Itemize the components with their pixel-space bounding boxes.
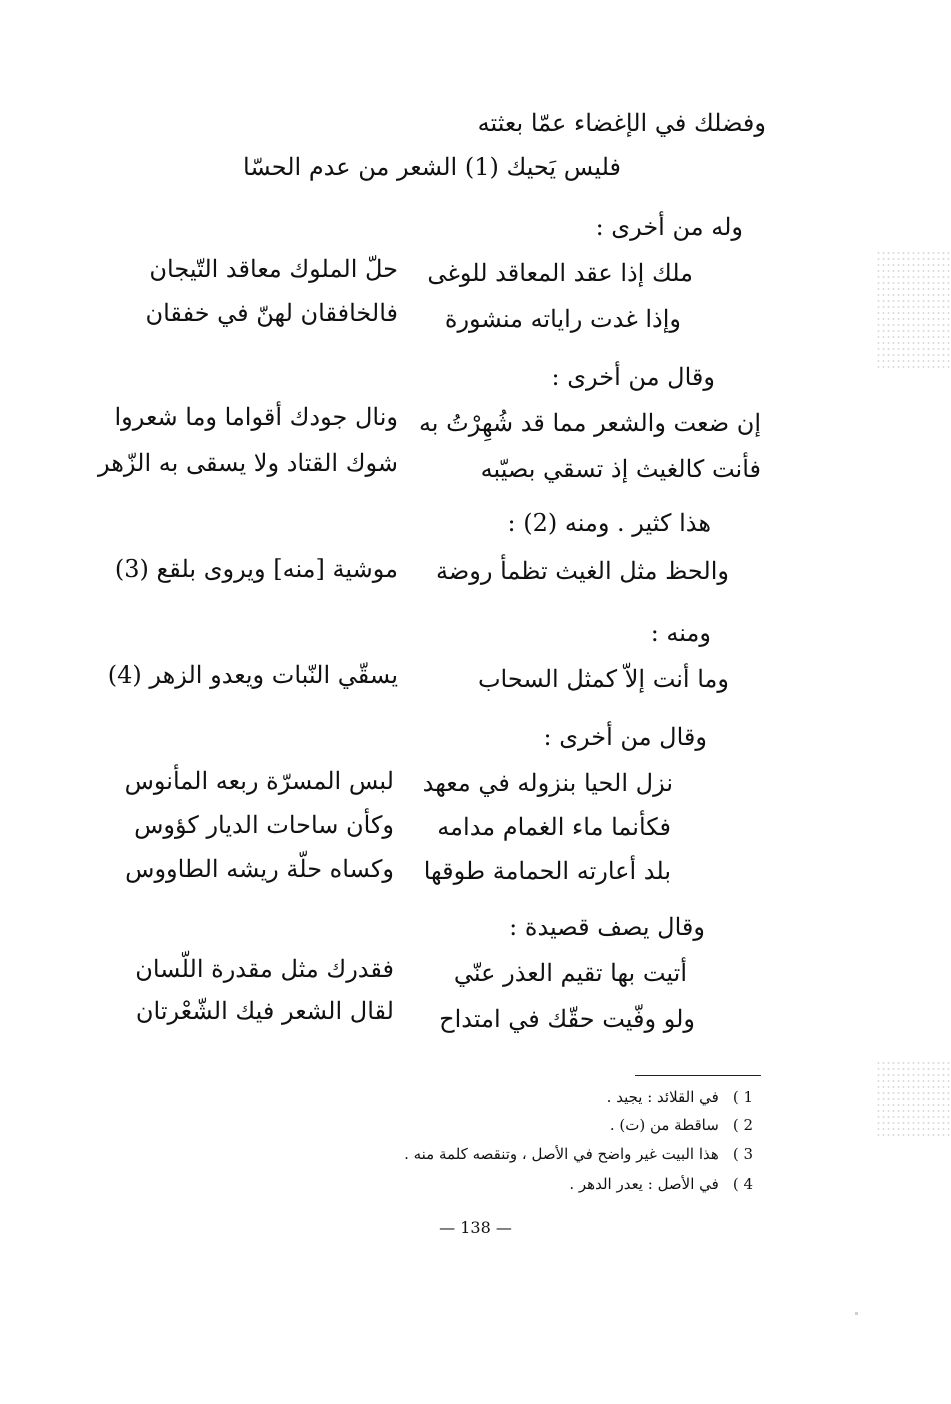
footnote bbox=[610, 1114, 753, 1136]
verse-first-hemistich: ولو وفّيت حقّك في امتداح bbox=[439, 1005, 695, 1033]
footnote-text: هذا البيت غير واضح في الأصل ، وتنقصه كلمة منه . bbox=[404, 1145, 719, 1163]
verse-first-hemistich: وما أنت إلاّ كمثل السحاب bbox=[477, 665, 729, 693]
footnote bbox=[569, 1173, 753, 1195]
section-intro: وقال من أخرى : bbox=[543, 723, 707, 751]
verse-first-hemistich: إن ضعت والشعر مما قد شُهِرْتُ به bbox=[418, 409, 761, 437]
footnote-number: 4 ) bbox=[732, 1175, 753, 1193]
verse-second-hemistich: شوك القتاد ولا يسقى به الزّهر bbox=[98, 449, 398, 477]
scan-speck bbox=[855, 1312, 858, 1315]
verse-second-hemistich: لبس المسرّة ربعه المأنوس bbox=[124, 767, 394, 795]
section-intro: وله من أخرى : bbox=[595, 213, 743, 241]
verse-line: وفضلك في الإغضاء عمّا بعثته bbox=[477, 109, 766, 137]
verse-first-hemistich: أتيت بها تقيم العذر عنّي bbox=[453, 959, 687, 987]
footnote bbox=[607, 1086, 753, 1108]
footnote-number: 2 ) bbox=[732, 1116, 753, 1134]
verse-second-hemistich: موشية [منه] ويروى بلقع (3) bbox=[114, 555, 398, 583]
verse-first-hemistich: فكأنما ماء الغمام مدامه bbox=[437, 813, 671, 841]
verse-line: فليس يَحيك (1) الشعر من عدم الحسّا bbox=[243, 153, 621, 181]
section-intro: هذا كثير . ومنه (2) : bbox=[507, 509, 711, 537]
verse-second-hemistich: ونال جودك أقواما وما شعروا bbox=[114, 403, 398, 431]
verse-first-hemistich: وإذا غدت راياته منشورة bbox=[444, 305, 681, 333]
footnote-number: 1 ) bbox=[732, 1088, 753, 1106]
scan-noise bbox=[876, 1060, 951, 1140]
footnote bbox=[404, 1143, 753, 1165]
verse-first-hemistich: والحظ مثل الغيث تظمأ روضة bbox=[436, 557, 729, 585]
verse-first-hemistich: ملك إذا عقد المعاقد للوغى bbox=[427, 259, 693, 287]
footnote-text: ساقطة من (ت) . bbox=[609, 1116, 719, 1134]
verse-first-hemistich: نزل الحيا بنزوله في معهد bbox=[422, 769, 673, 797]
section-intro: وقال يصف قصيدة : bbox=[509, 913, 705, 941]
footnote-text: في القلائد : يجيد . bbox=[606, 1088, 719, 1106]
verse-first-hemistich: فأنت كالغيث إذ تسقي بصيّبه bbox=[480, 455, 761, 483]
section-intro: وقال من أخرى : bbox=[551, 363, 715, 391]
verse-second-hemistich: يسقّي النّبات ويعدو الزهر (4) bbox=[107, 661, 398, 689]
verse-second-hemistich: وكساه حلّة ريشه الطاووس bbox=[125, 855, 394, 883]
verse-second-hemistich: حلّ الملوك معاقد التّيجان bbox=[149, 255, 398, 283]
section-intro: ومنه : bbox=[650, 619, 711, 647]
page-number: — 138 — bbox=[439, 1218, 512, 1237]
footnote-number: 3 ) bbox=[732, 1145, 753, 1163]
footnote-divider bbox=[635, 1075, 761, 1076]
scan-noise bbox=[876, 250, 951, 370]
verse-first-hemistich: بلد أعارته الحمامة طوقها bbox=[423, 857, 671, 885]
verse-second-hemistich: فالخافقان لهنّ في خفقان bbox=[145, 299, 398, 327]
footnote-text: في الأصل : يعدر الدهر . bbox=[569, 1175, 719, 1193]
verse-second-hemistich: فقدرك مثل مقدرة اللّسان bbox=[135, 955, 394, 983]
verse-second-hemistich: لقال الشعر فيك الشّعْرتان bbox=[135, 997, 394, 1025]
verse-second-hemistich: وكأن ساحات الديار كؤوس bbox=[134, 811, 394, 839]
